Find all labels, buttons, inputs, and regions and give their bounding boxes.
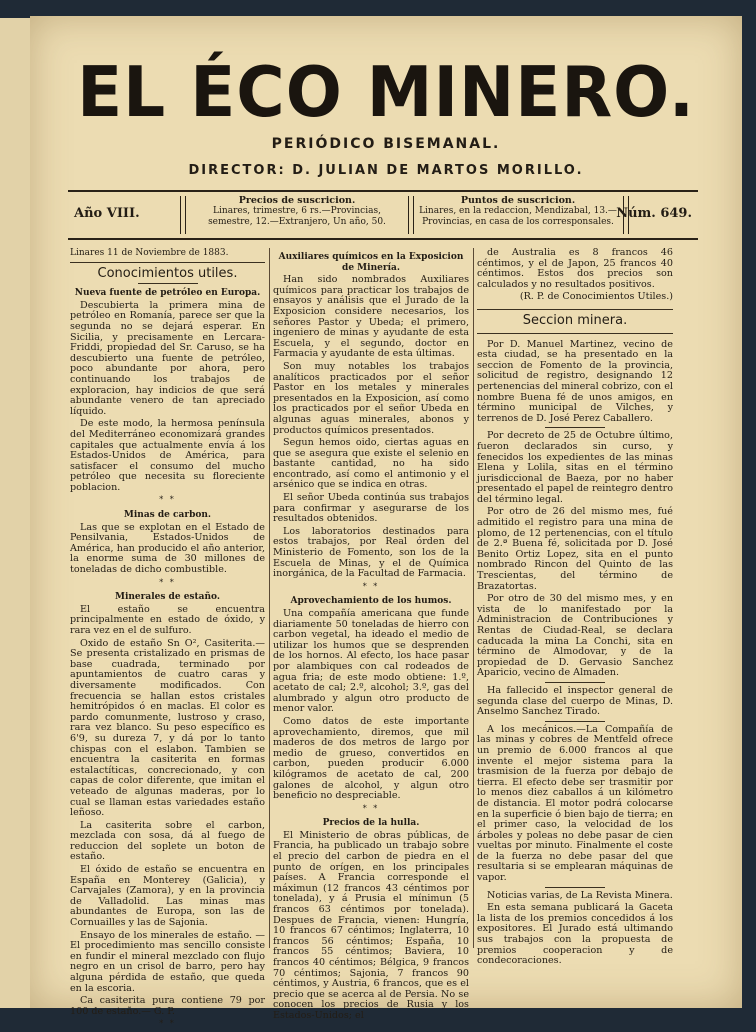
separator-asterisks: * *: [159, 495, 176, 505]
source-credit: (R. P. de Conocimientos Utiles.): [519, 291, 673, 303]
section-title: Seccion minera.: [477, 309, 673, 334]
article-heading: Aprovechamiento de los humos.: [290, 596, 452, 607]
masthead-title: EL ÉCO MINERO.: [77, 52, 695, 133]
prices-title: Precios de suscricion.: [238, 195, 356, 206]
article-paragraph: Han sido nombrados Auxiliares químicos para practicar los trabajos de ensayos y análisis que el Jurado de la Exposicion considere necesarios, los señores Pastor y Ubeda; el primero, ingeniero de minas y ayudante de esta Escuela, y el segundo, doctor en Farmacia y ayudante de esta últimas.: [273, 274, 469, 360]
year-label: Año VIII.: [74, 206, 140, 221]
separator-asterisks: * *: [362, 803, 380, 813]
section-title: Conocimientos utiles.: [97, 265, 238, 281]
dateline: Linares 11 de Noviembre de 1883.: [70, 248, 265, 263]
separator-asterisks: * *: [362, 581, 380, 591]
subscription-bar: [68, 190, 698, 240]
separator-asterisks: * *: [159, 1019, 176, 1029]
article-paragraph: Por otro de 30 del mismo mes, y en vista de lo manifestado por la Administracion de Contribuciones y Rentas de Ciudad-Real, se declara caducada la mina La Conchi, sita en término de Almodovar, y de la propiedad de D. Gervasio Sanchez Aparicio, vecino de Almaden.: [477, 593, 673, 679]
divider: [545, 887, 605, 888]
column-2: [273, 248, 469, 1024]
article-heading: Minerales de estaño.: [114, 592, 221, 603]
article-paragraph: El Ministerio de obras públicas, de Francia, ha publicado un trabajo sobre el precio del carbon de piedra en el punto de orígen, en los principales países. A Francia corresponde el máximun (12 francos 43 céntimos por tonelada), y á Prusia el mínimun (5 francos 63 céntimos por tonelada). Despues de Francia, vienen: Hungría, 10 francos 67 céntimos; Inglaterra, 10 francos 56 céntimos; España, 10 francos 55 céntimos; Baviera, 10 francos 40 céntimos; Bélgica, 9 francos 70 céntimos; Sajonia, 7 francos 90 céntimos, y Austria, 6 francos, que es el precio que se acerca al de Persia. No se conocen los precios de Rusia y los Estados-Unidos; el: [273, 829, 469, 1021]
article-heading: Nueva fuente de petróleo en Europa.: [74, 288, 261, 299]
column-1: [70, 248, 265, 1032]
prices-text: Linares, trimestre, 6 rs.—Provincias, semestre, 12.—Extranjero, Un año, 50.: [208, 206, 386, 227]
prices-box: [192, 195, 402, 228]
article-paragraph: Por decreto de 25 de Octubre último, fueron declarados sin curso, y fenecidos los expedientes de las minas Elena y Lolila, sitas en el término jurisdiccional de Baeza, por no haber presentado el papel de reintegro dentro del término legal.: [477, 430, 673, 505]
column-rule: [473, 248, 474, 948]
article-paragraph: El estaño se encuentra principalmente en estado de óxido, y rara vez en el de sulfuro.: [70, 603, 265, 636]
article-paragraph: La casiterita sobre el carbon, mezclada con sosa, dá al fuego de reduccion del soplete un boton de estaño.: [70, 819, 265, 863]
article-paragraph: A los mecánicos.—La Compañía de las minas y cobres de Mentfeld ofrece un premio de 6.000 francos al que invente el mejor sistema para la trasmision de la fuerza por debajo de tierra. El efecto debe ser trasmitir por lo menos diez caballos á un kilómetro de distancia. El motor podrá colocarse en la superficie ó bien bajo de tierra; en el primer caso, la velocidad de los árboles y poleas no debe pasar de cien vueltas por minuto. Finalmente el coste de la fuerza no debe pasar del que resultaria si se emplearan máquinas de vapor.: [477, 723, 673, 884]
article-heading: Auxiliares químicos en la Exposicion de Minería.: [278, 252, 464, 273]
newspaper-page: [30, 16, 742, 1029]
divider: [545, 682, 605, 683]
article-paragraph: Ca casiterita pura contiene 79 por 100 de estaño.— G. P.: [70, 995, 265, 1017]
article-paragraph: Como datos de este importante aprovechamiento, diremos, que mil maderos de dos metros de largo por medio de grueso, convertidos en carbon, pueden producir 6.000 kilógramos de acetato de cal, 200 galones de alcohol, y algun otro beneficio no despreciable.: [273, 715, 469, 802]
article-paragraph: Una compañía americana que funde diariamente 50 toneladas de hierro con carbon vegetal, ha ideado el medio de utilizar los humos que se desprenden de los hornos. Al efecto, los hace pasar por alambiques con cal rodeados de agua fria; de este modo obtiene: 1.º, acetato de cal; 2.º, alcohol; 3.º, gas del alumbrado y algun otro producto de menor valor.: [273, 608, 469, 715]
article-heading: Minas de carbon.: [123, 510, 212, 521]
article-heading: Precios de la hulla.: [322, 818, 420, 829]
masthead-director: DIRECTOR: D. JULIAN DE MARTOS MORILLO.: [188, 163, 584, 178]
article-paragraph: El señor Ubeda continúa sus trabajos para confirmar y asegurarse de los resultados obtenidos.: [273, 492, 469, 525]
article-paragraph: Ensayo de los minerales de estaño. —El procedimiento mas sencillo consiste en fundir el mineral mezclado con flujo negro en un crisol de barro, pero hay alguna pérdida de estaño, que queda en la escoria.: [70, 929, 265, 994]
points-title: Puntos de suscricion.: [460, 195, 576, 206]
article-paragraph: de Australia es 8 francos 46 céntimos, y el de Japon, 25 francos 40 céntimos. Estos dos precios son calculados y no resultados positivos.: [477, 247, 673, 290]
article-paragraph: Descubierta la primera mina de petróleo en Romanía, parece ser que la segunda no se dejará esperar. En Sicilia, y precisamente en Lercara-Friddi, propiedad del Sr. Caruso, se ha descubierto una fuente de petróleo, poco abundante por ahora, pero continuando los trabajos de exploracion, hay indicios de que será abundante venero de tan apreciado líquido.: [70, 299, 265, 417]
article-paragraph: Las que se explotan en el Estado de Pensilvania, Estados-Unidos de América, han producido el año anterior, la enorme suma de 30 millones de toneladas de dicho combustible.: [70, 521, 265, 576]
divider: [138, 283, 198, 284]
article-paragraph: De este modo, la hermosa península del Mediterráneo economizará grandes capitales que actualmente envía á los Estados-Unidos de América, para satisfacer el consumo del mucho petróleo que necesita su floreciente poblacion.: [70, 418, 265, 493]
divider: [545, 427, 605, 428]
column-rule: [269, 248, 270, 948]
masthead-subtitle: PERIÓDICO BISEMANAL.: [271, 136, 501, 152]
divider: [545, 721, 605, 722]
article-paragraph: En esta semana publicará la Gaceta la lista de los premios concedidos á los expositores. El Jurado está ultimando sus trabajos con la propuesta de premios cooperacion y de condecoraciones.: [477, 902, 673, 967]
divider: [180, 196, 186, 234]
article-paragraph: Son muy notables los trabajos analíticos practicados por el señor Pastor en los metales y minerales presentados en la Exposicion, así como los practicados por el señor Ubeda en algunas aguas minerales, abonos y productos químicos presentados.: [273, 360, 469, 436]
article-paragraph: Oxido de estaño Sn O², Casiterita.—Se presenta cristalizado en prismas de base cuadrada, terminado por apuntamientos de cuatro caras y diversamente modificados. Con frecuencia se hallan estos cristales hemitrópidos ó en maclas. El color es pardo comunmente, lustroso y craso, rara vez blanco. Su peso específico es 6'9, su dureza 7, y dá por lo tanto chispas con el eslabon. Tambien se encuentra la casiterita en formas estalactíticas, concrecionado, y con capas de color diferente, que imitan el veteado de algunas maderas, por lo cual se llaman estas variedades estaño leñoso.: [70, 637, 265, 819]
article-paragraph: El óxido de estaño se encuentra en España en Monterey (Galicia), y Carvajales (Zamora), y en la provincia de Valladolid. Las minas mas abundantes de Europa, son las de Cornuailles y las de Sajonia.: [70, 864, 265, 929]
article-paragraph: Por D. Manuel Martinez, vecino de esta ciudad, se ha presentado en la seccion de Fomento de la provincia, solicitud de registro, designando 12 pertenencias del mineral cobrizo, con el nombre Buena fé de unos amigos, en término municipal de Vilches, y terrenos de D. José Perez Caballero.: [477, 338, 673, 424]
separator-asterisks: * *: [159, 577, 176, 587]
article-paragraph: Segun hemos oido, ciertas aguas en que se asegura que existe el selenio en bastante cantidad, no ha sido encontrado, así como el antimonio y el arsénico que se indica en otras.: [273, 437, 469, 491]
divider: [408, 196, 414, 234]
article-paragraph: Ha fallecido el inspector general de segunda clase del cuerpo de Minas, D. Anselmo Sanchez Tirado.: [477, 684, 673, 718]
column-3: [477, 248, 673, 969]
left-page-edge: [0, 18, 32, 1008]
article-paragraph: Por otro de 26 del mismo mes, fué admitido el registro para una mina de plomo, de 12 pertenencias, con el título de 2.ª Buena fé, solicitada por D. José Benito Ortiz Lopez, sita en el punto nombrado Rincon del Quinto de las Trescientas, del término de Brazatortas.: [477, 506, 673, 592]
points-text: Linares, en la redaccion, Mendizabal, 13.—Provincias, en casa de los corresponsales.: [419, 206, 617, 227]
article-paragraph: Noticias varias, de La Revista Minera.: [487, 889, 673, 901]
issue-number: Núm. 649.: [616, 206, 692, 221]
points-box: [418, 195, 618, 228]
article-paragraph: Los laboratorios destinados para estos trabajos, por Real órden del Ministerio de Fomento, son los de la Escuela de Minas, y el de Química inorgánica, de la Facultad de Farmacia.: [273, 525, 469, 580]
